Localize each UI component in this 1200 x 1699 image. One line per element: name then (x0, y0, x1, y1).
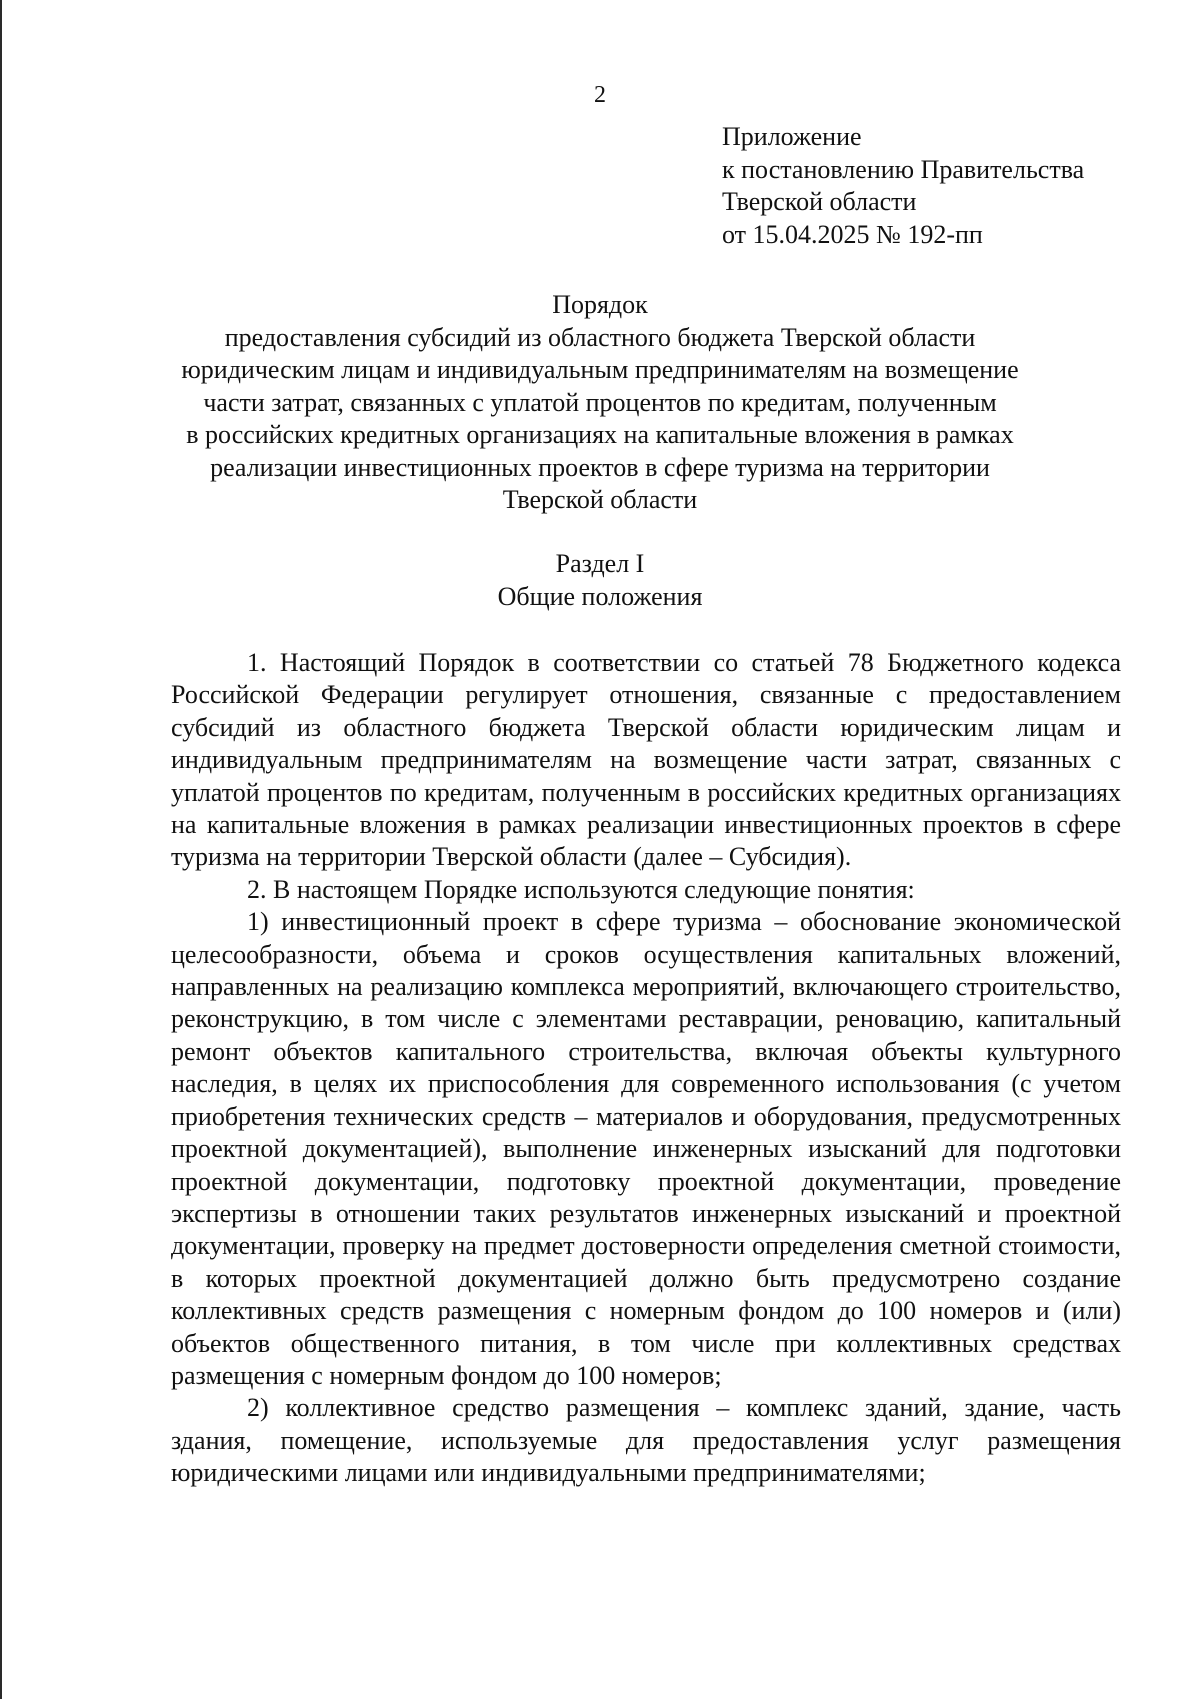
title-line: реализации инвестиционных проектов в сфере туризма на территории (210, 452, 990, 482)
title-line: Тверской области (502, 485, 698, 514)
title-line: в российских кредитных организациях на капитальные вложения в рамках (186, 420, 1014, 449)
section-number: Раздел I (555, 549, 645, 578)
paragraph-2-item-1: 1) инвестиционный проект в сфере туризма – обоснование экономической целесообразности, объема и сроков осуществления капитальных вложений, направленных на реализацию комплекса мероприятий, включающего строительство, реконструкцию, в том числе с элементами реставрации, реновацию, капитальный ремонт объектов капитального строительства, включая объекты культурного наследия, в целях их приспособления для современного использования (с учетом приобретения технических средств – материалов и оборудования, предусмотренных проектной документацией), выполнение инженерных изысканий для подготовки проектной документации, подготовку проектной документации, проведение экспертизы в отношении таких результатов инженерных изысканий и проектной документации, проверку на предмет достоверности определения сметной стоимости, в которых проектной документацией должно быть предусмотрено создание коллективных средств размещения с номерным фондом до 100 номеров и (или) объектов общественного питания, в том числе при коллективных средствах размещения с номерным фондом до 100 номеров; (171, 907, 1121, 1390)
approval-line: от 15.04.2025 № 192-пп (722, 219, 983, 249)
scan-edge-line (0, 0, 2, 1699)
paragraph-2: 2. В настоящем Порядке используются следующие понятия: (247, 874, 915, 904)
paragraph-2-item-2: 2) коллективное средство размещения – комплекс зданий, здание, часть здания, помещение, используемые для предоставления услуг размещения юридическими лицами или индивидуальными предпринимателями; (171, 1393, 1121, 1488)
title-heading: Порядок (552, 290, 648, 319)
document-body (171, 647, 1121, 1490)
approval-line: Приложение (722, 122, 862, 151)
approval-line: Тверской области (722, 187, 917, 216)
page-number: 2 (594, 82, 606, 108)
title-line: части затрат, связанных с уплатой процентов по кредитам, полученным (203, 387, 997, 417)
paragraph-1: 1. Настоящий Порядок в соответствии со статьей 78 Бюджетного кодекса Российской Федерации регулирует отношения, связанные с предоставлением субсидий из областного бюджета Тверской области юридическим лицам и индивидуальным предпринимателям на возмещение части затрат, связанных с уплатой процентов по кредитам, полученным в российских кредитных организациях на капитальные вложения в рамках реализации инвестиционных проектов в сфере туризма на территории Тверской области (далее – Субсидия). (171, 648, 1121, 872)
document-title (150, 289, 1050, 517)
approval-line: к постановлению Правительства (722, 154, 1085, 184)
title-line: юридическим лицам и индивидуальным предпринимателям на возмещение (181, 355, 1019, 384)
approval-block (722, 121, 1084, 251)
section-heading (150, 548, 1050, 613)
title-line: предоставления субсидий из областного бюджета Тверской области (224, 322, 976, 352)
section-name: Общие положения (497, 581, 703, 611)
